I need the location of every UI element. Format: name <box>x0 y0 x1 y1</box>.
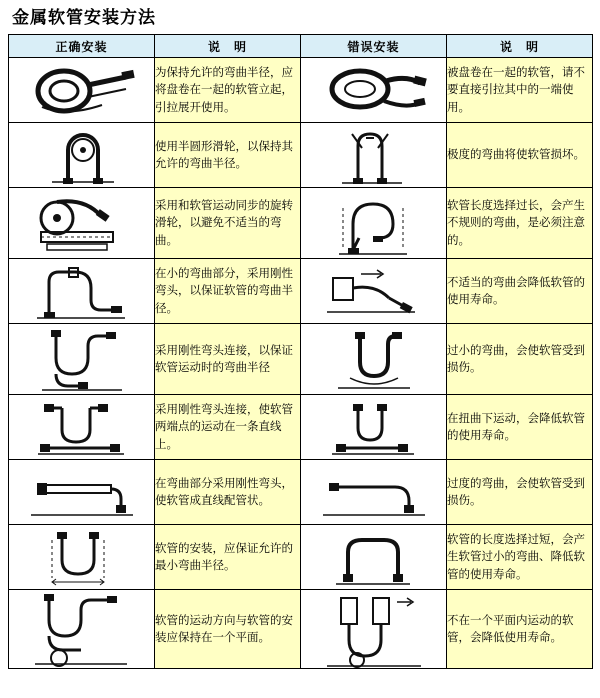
note-wrong: 在扭曲下运动，会降低软管的使用寿命。 <box>447 395 593 460</box>
figure-cell-wrong <box>301 590 447 669</box>
note-correct: 采用刚性弯头连接，使软管两端点的运动在一条直线上。 <box>155 395 301 460</box>
coiled-hose-wrong-icon <box>314 59 434 121</box>
figure-cell-wrong <box>301 525 447 590</box>
table-header <box>9 35 593 58</box>
note-wrong: 过度的弯曲，会使软管受到损伤。 <box>447 460 593 525</box>
coiled-hose-correct-icon <box>22 59 142 121</box>
figure-cell-correct <box>9 324 155 395</box>
note-wrong: 不在一个平面内运动的软管，会降低使用寿命。 <box>447 590 593 669</box>
out-of-plane-motion-wrong-icon <box>311 590 436 668</box>
rigid-elbow-straight-line-correct-icon <box>22 396 142 458</box>
figure-cell-wrong <box>301 188 447 259</box>
note-wrong: 不适当的弯曲会降低软管的使用寿命。 <box>447 259 593 324</box>
table-row <box>9 58 593 123</box>
figure-cell-wrong <box>301 58 447 123</box>
figure-cell-correct <box>9 188 155 259</box>
table-body <box>9 58 593 669</box>
note-wrong: 过小的弯曲，会使软管受到损伤。 <box>447 324 593 395</box>
twist-motion-wrong-icon <box>314 396 434 458</box>
figure-cell-correct <box>9 525 155 590</box>
table-row <box>9 324 593 395</box>
figure-cell-correct <box>9 395 155 460</box>
figure-cell-wrong <box>301 395 447 460</box>
note-wrong: 软管的长度选择过短，会产生软管过小的弯曲、降低软管的使用寿命。 <box>447 525 593 590</box>
table-row <box>9 460 593 525</box>
hose-installation-table <box>8 34 593 669</box>
table-row <box>9 259 593 324</box>
rigid-elbow-small-bend-correct-icon <box>19 260 144 322</box>
note-correct: 为保持允许的弯曲半径，应将盘卷在一起的软管立起，引拉展开使用。 <box>155 58 301 123</box>
table-row <box>9 123 593 188</box>
long-hose-irregular-bend-wrong-icon <box>309 188 439 258</box>
note-correct: 采用刚性弯头连接，以保证软管运动时的弯曲半径 <box>155 324 301 395</box>
figure-cell-correct <box>9 58 155 123</box>
header-wrong-note: 说 明 <box>447 35 593 58</box>
figure-cell-wrong <box>301 259 447 324</box>
figure-cell-correct <box>9 460 155 525</box>
note-correct: 软管的安装，应保证允许的最小弯曲半径。 <box>155 525 301 590</box>
rotating-sheave-correct-icon <box>17 192 147 254</box>
sharp-bend-wrong-icon <box>314 124 434 186</box>
short-hose-wrong-icon <box>314 526 434 588</box>
excessive-bend-wrong-icon <box>311 465 436 520</box>
semicircular-sheave-correct-icon <box>22 124 142 186</box>
note-wrong: 极度的弯曲将使软管损坏。 <box>447 123 593 188</box>
header-correct-install: 正确安装 <box>9 35 155 58</box>
note-correct: 采用和软管运动同步的旋转滑轮，以避免不适当的弯曲。 <box>155 188 301 259</box>
header-wrong-install: 错误安装 <box>301 35 447 58</box>
figure-cell-correct <box>9 590 155 669</box>
table-row <box>9 395 593 460</box>
note-correct: 使用半圆形滑轮，以保持其允许的弯曲半径。 <box>155 123 301 188</box>
table-header-row <box>9 35 593 58</box>
table-row <box>9 590 593 669</box>
min-bend-radius-correct-icon <box>22 526 142 588</box>
header-correct-note: 说 明 <box>155 35 301 58</box>
table-row <box>9 188 593 259</box>
too-small-bend-wrong-icon <box>314 324 434 394</box>
table-row <box>9 525 593 590</box>
note-wrong: 软管长度选择过长，会产生不规则的弯曲，是必须注意的。 <box>447 188 593 259</box>
note-correct: 软管的运动方向与软管的安装应保持在一个平面。 <box>155 590 301 669</box>
rigid-bend-connection-correct-icon <box>22 324 142 394</box>
improper-bend-wrong-icon <box>311 260 436 322</box>
figure-cell-wrong <box>301 324 447 395</box>
figure-cell-wrong <box>301 460 447 525</box>
straight-piping-correct-icon <box>19 465 144 520</box>
figure-cell-correct <box>9 123 155 188</box>
note-correct: 在小的弯曲部分，采用刚性弯头，以保证软管的弯曲半径。 <box>155 259 301 324</box>
same-plane-motion-correct-icon <box>19 590 144 668</box>
page-title: 金属软管安装方法 <box>12 8 156 28</box>
note-correct: 在弯曲部分采用刚性弯头，使软管成直线配管状。 <box>155 460 301 525</box>
note-wrong: 被盘卷在一起的软管，请不要直接引拉其中的一端使用。 <box>447 58 593 123</box>
figure-cell-correct <box>9 259 155 324</box>
figure-cell-wrong <box>301 123 447 188</box>
